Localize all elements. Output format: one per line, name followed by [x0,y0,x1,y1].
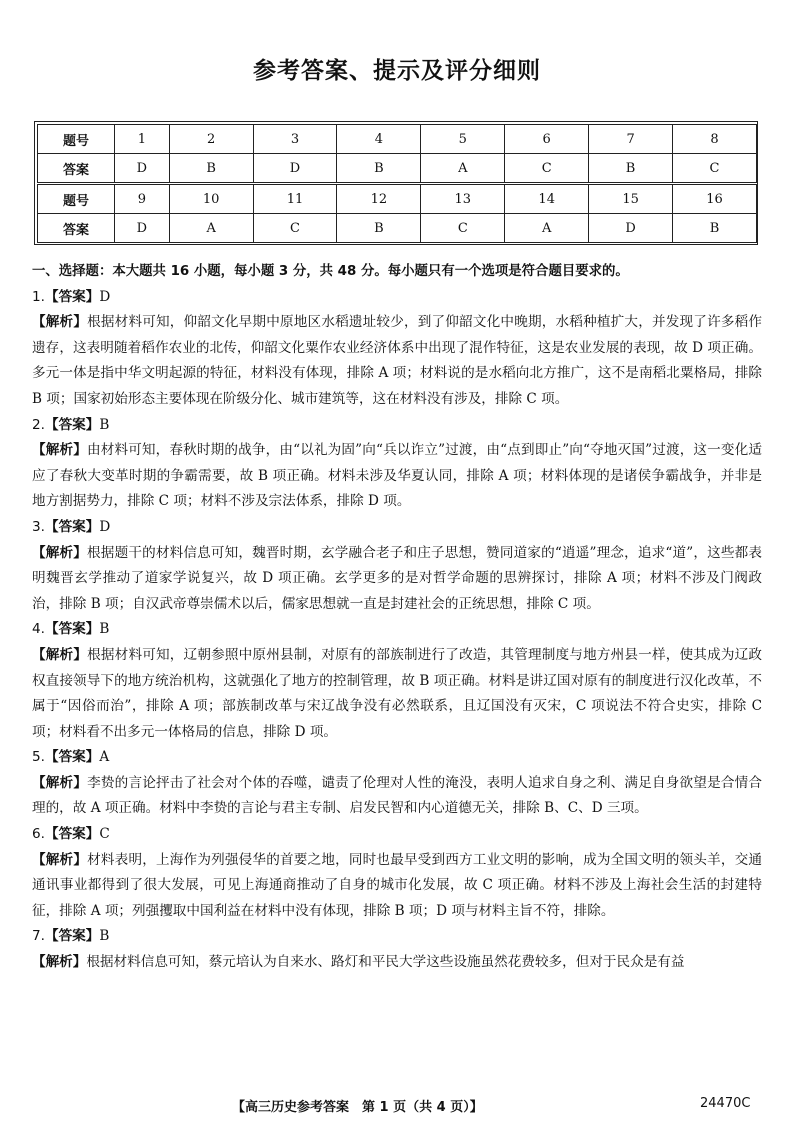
answer-tag: 【答案】 [44,518,100,535]
answer-value: C [99,826,110,843]
question-analysis [32,950,762,976]
answer-tag: 【答案】 [44,928,100,945]
question-number-cell: 15 [589,184,673,214]
question-number: 3. [32,518,45,535]
analysis-tag: 【解析】 [32,314,88,331]
question-number: 2. [32,416,45,433]
table-number-row [38,125,757,154]
question-answer-line [32,515,762,541]
analysis-text: 根据题干的材料信息可知，魏晋时期，玄学融合老子和庄子思想，赞同道家的“逍遥”理念，追求“道”，这些都表明魏晋玄学推动了道家学说复兴，故 D 项正确。玄学更多的是对哲学命题的思辨探讨，排除 A 项；材料不涉及门阀政治，排除 B 项；自汉武帝尊崇儒术以后，儒家思想就一直是封建社会的正统思想，排除 C 项。 [32,544,763,612]
analysis-text: 根据材料信息可知，蔡元培认为自来水、路灯和平民大学这些设施虽然花费较多，但对于民众是有益 [86,954,685,971]
question-number-cell: 8 [673,125,757,154]
table-answer-row [38,214,757,243]
question-number: 1. [32,288,45,305]
answer-value: B [99,621,110,638]
question-number-cell: 7 [589,125,673,154]
table-answer-label: 答案 [38,154,115,184]
analysis-tag: 【解析】 [32,646,88,663]
analysis-text: 根据材料可知，仰韶文化早期中原地区水稻遗址较少，到了仰韶文化中晚期，水稻种植扩大，并发现了许多稻作遗存，这表明随着稻作农业的北传，仰韶文化粟作农业经济体系中出现了混作特征，这是农业发展的表现，故 D 项正确。多元一体是指中华文明起源的特征，材料没有体现，排除 A 项；材料说的是水稻向北方推广，这不是南稻北粟格局，排除 B 项；国家初始形态主要体现在阶级分化、城市建筑等，这在材料没有涉及，排除 C 项。 [32,314,762,407]
answer-cell: D [115,214,170,243]
question-number-cell: 10 [169,184,253,214]
answer-tag: 【答案】 [44,749,100,766]
answer-table [37,124,757,243]
question-number: 5. [32,749,45,766]
question-number-cell: 3 [253,125,337,154]
footer-code: 24470C [700,1096,751,1111]
answer-tag: 【答案】 [44,826,100,843]
answer-cell: B [589,154,673,184]
answer-tag: 【答案】 [44,416,100,433]
answer-cell: C [505,154,589,184]
question-analysis [32,310,762,412]
answer-cell: A [169,214,253,243]
question-number-cell: 2 [169,125,253,154]
question-number-cell: 6 [505,125,589,154]
question-analysis [32,643,762,745]
analysis-text: 根据材料可知，辽朝参照中原州县制，对原有的部族制进行了改造，其管理制度与地方州县一样，使其成为辽政权直接领导下的地方统治机构，这就强化了地方的控制管理，故 B 项正确。材料是讲辽国对原有的制度进行汉化改革，不属于“因俗而治”，排除 A 项；部族制改革与宋辽战争没有必然联系，且辽国没有灭宋，C 项说法不符合史实，排除 C 项；材料看不出多元一体格局的信息，排除 D 项。 [32,646,762,740]
question-analysis [32,848,762,925]
answer-value: D [99,288,111,305]
analysis-text: 李贽的言论抨击了社会对个体的吞噬，谴责了伦理对人性的淹没，表明人追求自身之利、满足自身欲望是合情合理的，故 A 项正确。材料中李贽的言论与君主专制、启发民智和内心道德无关，排除 B、C、D 三项。 [32,774,762,817]
question-answer-line [32,285,762,311]
table-answer-row [38,154,757,184]
table-number-row [38,184,757,214]
question-answer-line [32,822,762,848]
answer-value: B [99,928,110,945]
answer-cell: C [421,214,505,243]
answer-cell: B [337,154,421,184]
question-number: 7. [32,928,45,945]
question-list [32,285,762,976]
answer-cell: B [169,154,253,184]
question-analysis [32,438,762,515]
analysis-text: 由材料可知，春秋时期的战争，由“以礼为固”向“兵以诈立”过渡，由“点到即止”向“夺地灭国”过渡，这一变化适应了春秋大变革时期的争霸需要，故 B 项正确。材料未涉及华夏认同，排除 A 项；材料体现的是诸侯争霸战争，并非是地方割据势力，排除 C 项；材料不涉及宗法体系，排除 D 项。 [32,442,762,510]
question-number-cell: 14 [505,184,589,214]
answer-value: B [99,416,110,433]
answer-value: A [99,749,110,766]
analysis-tag: 【解析】 [32,442,87,459]
question-number-cell: 5 [421,125,505,154]
answer-cell: A [421,154,505,184]
answer-cell: D [589,214,673,243]
answer-cell: C [673,154,757,184]
question-number-cell: 13 [421,184,505,214]
page-title: 参考答案、提示及评分细则 [253,58,541,84]
table-header-label: 题号 [38,184,115,214]
analysis-tag: 【解析】 [32,851,88,868]
answer-tag: 【答案】 [44,621,100,638]
answer-cell: B [673,214,757,243]
table-answer-label: 答案 [38,214,115,243]
question-answer-line [32,617,762,643]
answer-cell: B [337,214,421,243]
footer-page-info: 【高三历史参考答案 第 1 页（共 4 页）】 [232,1100,483,1115]
table-header-label: 题号 [38,125,115,154]
question-number: 4. [32,621,45,638]
question-analysis [32,771,762,822]
question-number-cell: 16 [673,184,757,214]
analysis-tag: 【解析】 [32,774,88,791]
question-number-cell: 9 [115,184,170,214]
question-answer-line [32,745,762,771]
question-number-cell: 11 [253,184,337,214]
question-answer-line [32,413,762,439]
answer-value: D [99,518,111,535]
analysis-text: 材料表明，上海作为列强侵华的首要之地，同时也最早受到西方工业文明的影响，成为全国文明的领头羊，交通通讯事业都得到了很大发展，可见上海通商推动了自身的城市化发展，故 C 项正确。材料不涉及上海社会生活的封建特征，排除 A 项；列强攫取中国利益在材料中没有体现，排除 B 项；D 项与材料主旨不符，排除。 [32,851,762,919]
answer-cell: D [115,154,170,184]
answer-cell: C [253,214,337,243]
question-answer-line [32,924,762,950]
question-number-cell: 1 [115,125,170,154]
question-number-cell: 4 [337,125,421,154]
content [32,259,762,976]
question-analysis [32,541,762,618]
section-heading: 一、选择题：本大题共 16 小题，每小题 3 分，共 48 分。每小题只有一个选项是符合题目要求的。 [32,264,629,279]
answer-cell: D [253,154,337,184]
question-number-cell: 12 [337,184,421,214]
analysis-tag: 【解析】 [32,544,88,561]
analysis-tag: 【解析】 [32,954,87,971]
question-number: 6. [32,826,45,843]
answer-tag: 【答案】 [44,288,100,305]
answer-cell: A [505,214,589,243]
